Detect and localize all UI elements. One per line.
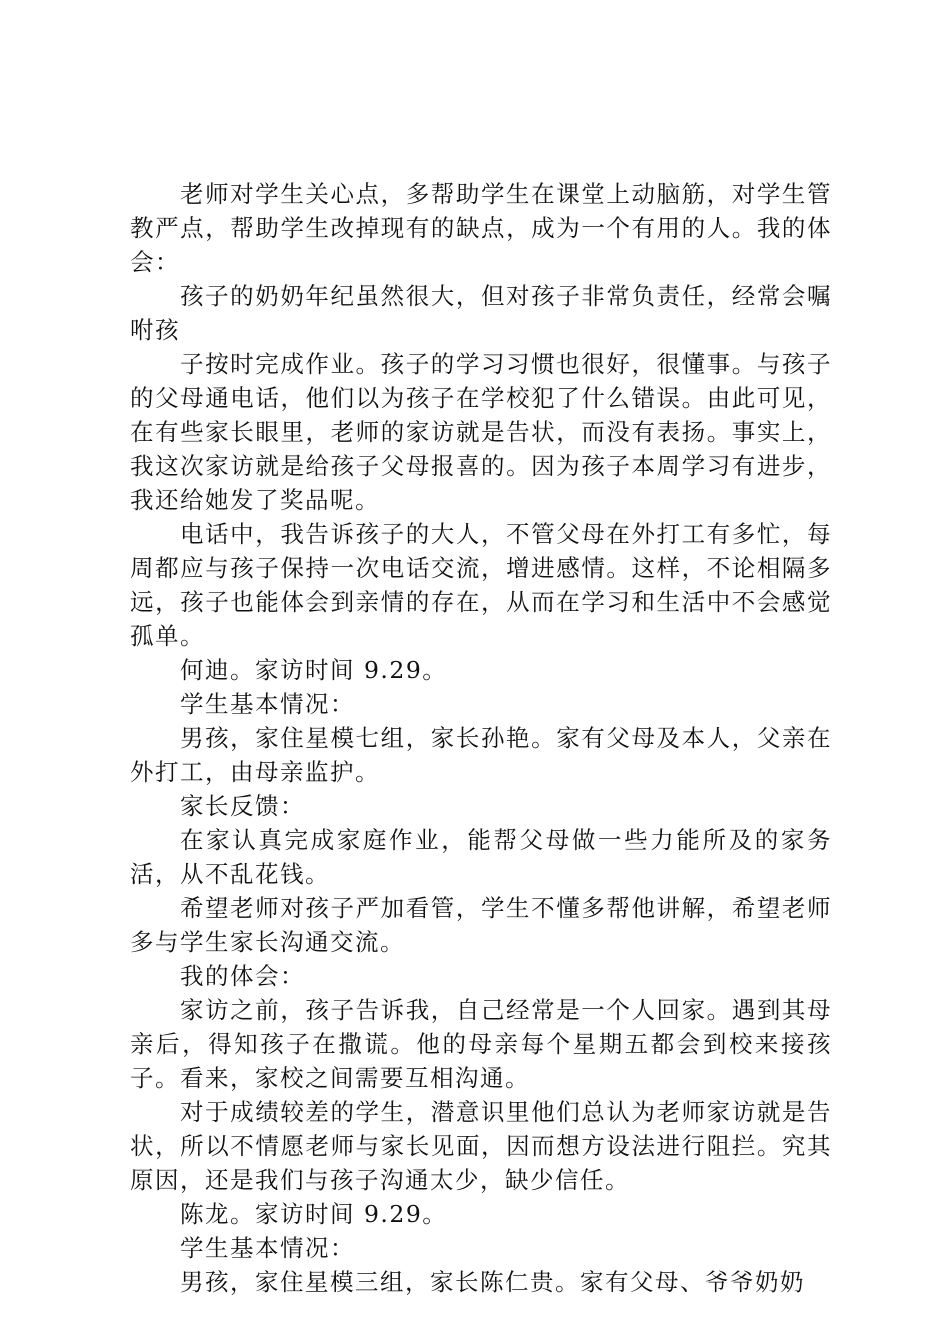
- document-body: [130, 177, 832, 1299]
- section-label: 我的体会：: [180, 962, 305, 990]
- paragraph: 老师对学生关心点，多帮助学生在课堂上动脑筋，对学生管教严点，帮助学生改掉现有的缺点，成为一个有用的人。我的体会：: [130, 180, 832, 276]
- section-label: 家长反馈：: [180, 792, 305, 820]
- section-label: 学生基本情况：: [180, 690, 355, 718]
- paragraph: 男孩，家住星模七组，家长孙艳。家有父母及本人，父亲在外打工，由母亲监护。: [130, 724, 832, 786]
- paragraph: 男孩，家住星模三组，家长陈仁贵。家有父母、爷爷奶奶: [180, 1268, 805, 1296]
- paragraph: 对于成绩较差的学生，潜意识里他们总认为老师家访就是告状，所以不情愿老师与家长见面，因而想方设法进行阻拦。究其原因，还是我们与孩子沟通太少，缺少信任。: [130, 1098, 832, 1194]
- paragraph: 电话中，我告诉孩子的大人，不管父母在外打工有多忙，每周都应与孩子保持一次电话交流，增进感情。这样，不论相隔多远，孩子也能体会到亲情的存在，从而在学习和生活中不会感觉孤单。: [130, 520, 832, 650]
- paragraph: 家访之前，孩子告诉我，自己经常是一个人回家。遇到其母亲后，得知孩子在撒谎。他的母亲每个星期五都会到校来接孩子。看来，家校之间需要互相沟通。: [130, 996, 832, 1092]
- paragraph: 孩子的奶奶年纪虽然很大，但对孩子非常负责任，经常会嘱咐孩: [130, 282, 832, 344]
- paragraph: 子按时完成作业。孩子的学习习惯也很好，很懂事。与孩子的父母通电话，他们以为孩子在学校犯了什么错误。由此可见，在有些家长眼里，老师的家访就是告状，而没有表扬。事实上，我这次家访就是给孩子父母报喜的。因为孩子本周学习有进步，我还给她发了奖品呢。: [130, 350, 832, 514]
- paragraph: 在家认真完成家庭作业，能帮父母做一些力能所及的家务活，从不乱花钱。: [130, 826, 832, 888]
- paragraph: 希望老师对孩子严加看管，学生不懂多帮他讲解，希望老师多与学生家长沟通交流。: [130, 894, 832, 956]
- visit-heading: 陈龙。家访时间 9.29。: [180, 1200, 448, 1228]
- visit-heading: 何迪。家访时间 9.29。: [180, 656, 448, 684]
- section-label: 学生基本情况：: [180, 1234, 355, 1262]
